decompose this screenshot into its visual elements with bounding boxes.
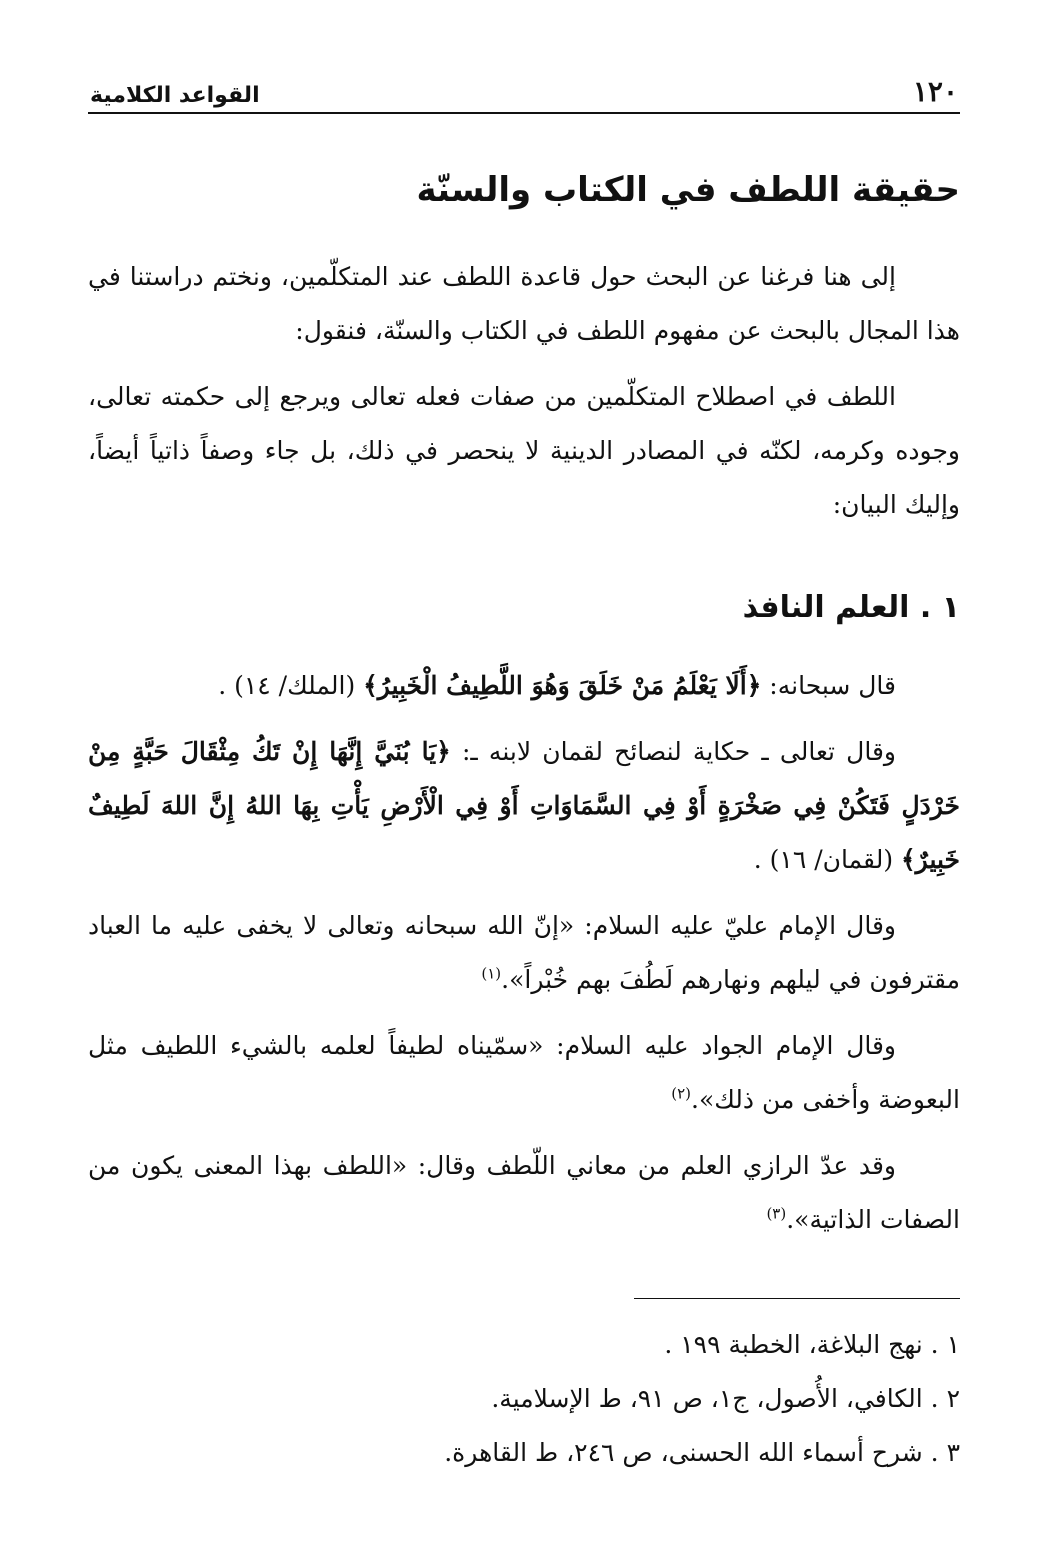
ali-quote-paragraph [88, 899, 960, 1007]
footnote-ref-3: (٣) [766, 1204, 787, 1223]
verse-paragraph-1 [88, 659, 960, 713]
ali-quote: وقال الإمام عليّ عليه السلام: «إنّ الله سبحانه وتعالى لا يخفى عليه ما العباد مقترفون في ليلهم ونهارهم لَطُفَ بهم خُبْراً». [88, 911, 960, 994]
verse2-prefix: وقال تعالى ـ حكاية لنصائح لقمان لابنه ـ: [450, 737, 896, 766]
verse-paragraph-2 [88, 725, 960, 887]
subsection-title: ١ . العلم النافذ [742, 590, 960, 625]
verse1-reference: (الملك/ ١٤) . [218, 671, 364, 700]
header-rule [88, 112, 960, 114]
verse2-reference: (لقمان/ ١٦) . [753, 845, 902, 874]
razi-quote: وقد عدّ الرازي العلم من معاني اللّطف وقال: «اللطف بهذا المعنى يكون من الصفات الذاتية». [88, 1151, 960, 1234]
intro-paragraph-1: إلى هنا فرغنا عن البحث حول قاعدة اللطف عند المتكلّمين، ونختم دراستنا في هذا المجال بالبحث عن مفهوم اللطف في الكتاب والسنّة، فنقول: [88, 262, 960, 345]
quran-verse-2: ﴿يَا بُنَيَّ إِنَّهَا إِنْ تَكُ مِثْقَالَ حَبَّةٍ مِنْ خَرْدَلٍ فَتَكُنْ فِي صَخْرَةٍ أَوْ فِي السَّمَاوَاتِ أَوْ فِي الْأَرْضِ يَأْتِ بِهَا اللهُ إِنَّ اللهَ لَطِيفٌ خَبِيرٌ﴾ [88, 737, 960, 874]
footnote-ref-1: (١) [481, 964, 502, 983]
page-number: ١٢٠ [912, 75, 958, 108]
footnote-ref-2: (٢) [671, 1084, 691, 1103]
jawad-quote-paragraph [88, 1019, 960, 1127]
footnote-rule [634, 1298, 960, 1299]
footnotes [88, 1318, 960, 1480]
main-text [88, 170, 960, 1259]
razi-quote-paragraph [88, 1139, 960, 1247]
intro-paragraph-2: اللطف في اصطلاح المتكلّمين من صفات فعله تعالى ويرجع إلى حكمته تعالى، وجوده وكرمه، لكنّه في المصادر الدينية لا ينحصر في ذلك، بل جاء وصفاً ذاتياً أيضاً، وإليك البيان: [88, 382, 960, 519]
book-title: القواعد الكلامية [90, 83, 260, 108]
verse1-prefix: قال سبحانه: [761, 671, 896, 700]
running-head [90, 58, 958, 108]
jawad-quote: وقال الإمام الجواد عليه السلام: «سمّيناه لطيفاً لعلمه بالشيء اللطيف مثل البعوضة وأخفى من ذلك». [88, 1031, 960, 1114]
footnote-2: ٢ . الكافي، الأُصول، ج١، ص ٩١، ط الإسلامية. [491, 1384, 960, 1413]
quran-verse-1: ﴿أَلَا يَعْلَمُ مَنْ خَلَقَ وَهُوَ اللَّطِيفُ الْخَبِيرُ﴾ [363, 671, 762, 700]
footnote-3: ٣ . شرح أسماء الله الحسنى، ص ٢٤٦، ط القاهرة. [444, 1438, 960, 1467]
footnote-1: ١ . نهج البلاغة، الخطبة ١٩٩ . [664, 1330, 960, 1359]
section-title: حقيقة اللطف في الكتاب والسنّة [416, 170, 960, 210]
